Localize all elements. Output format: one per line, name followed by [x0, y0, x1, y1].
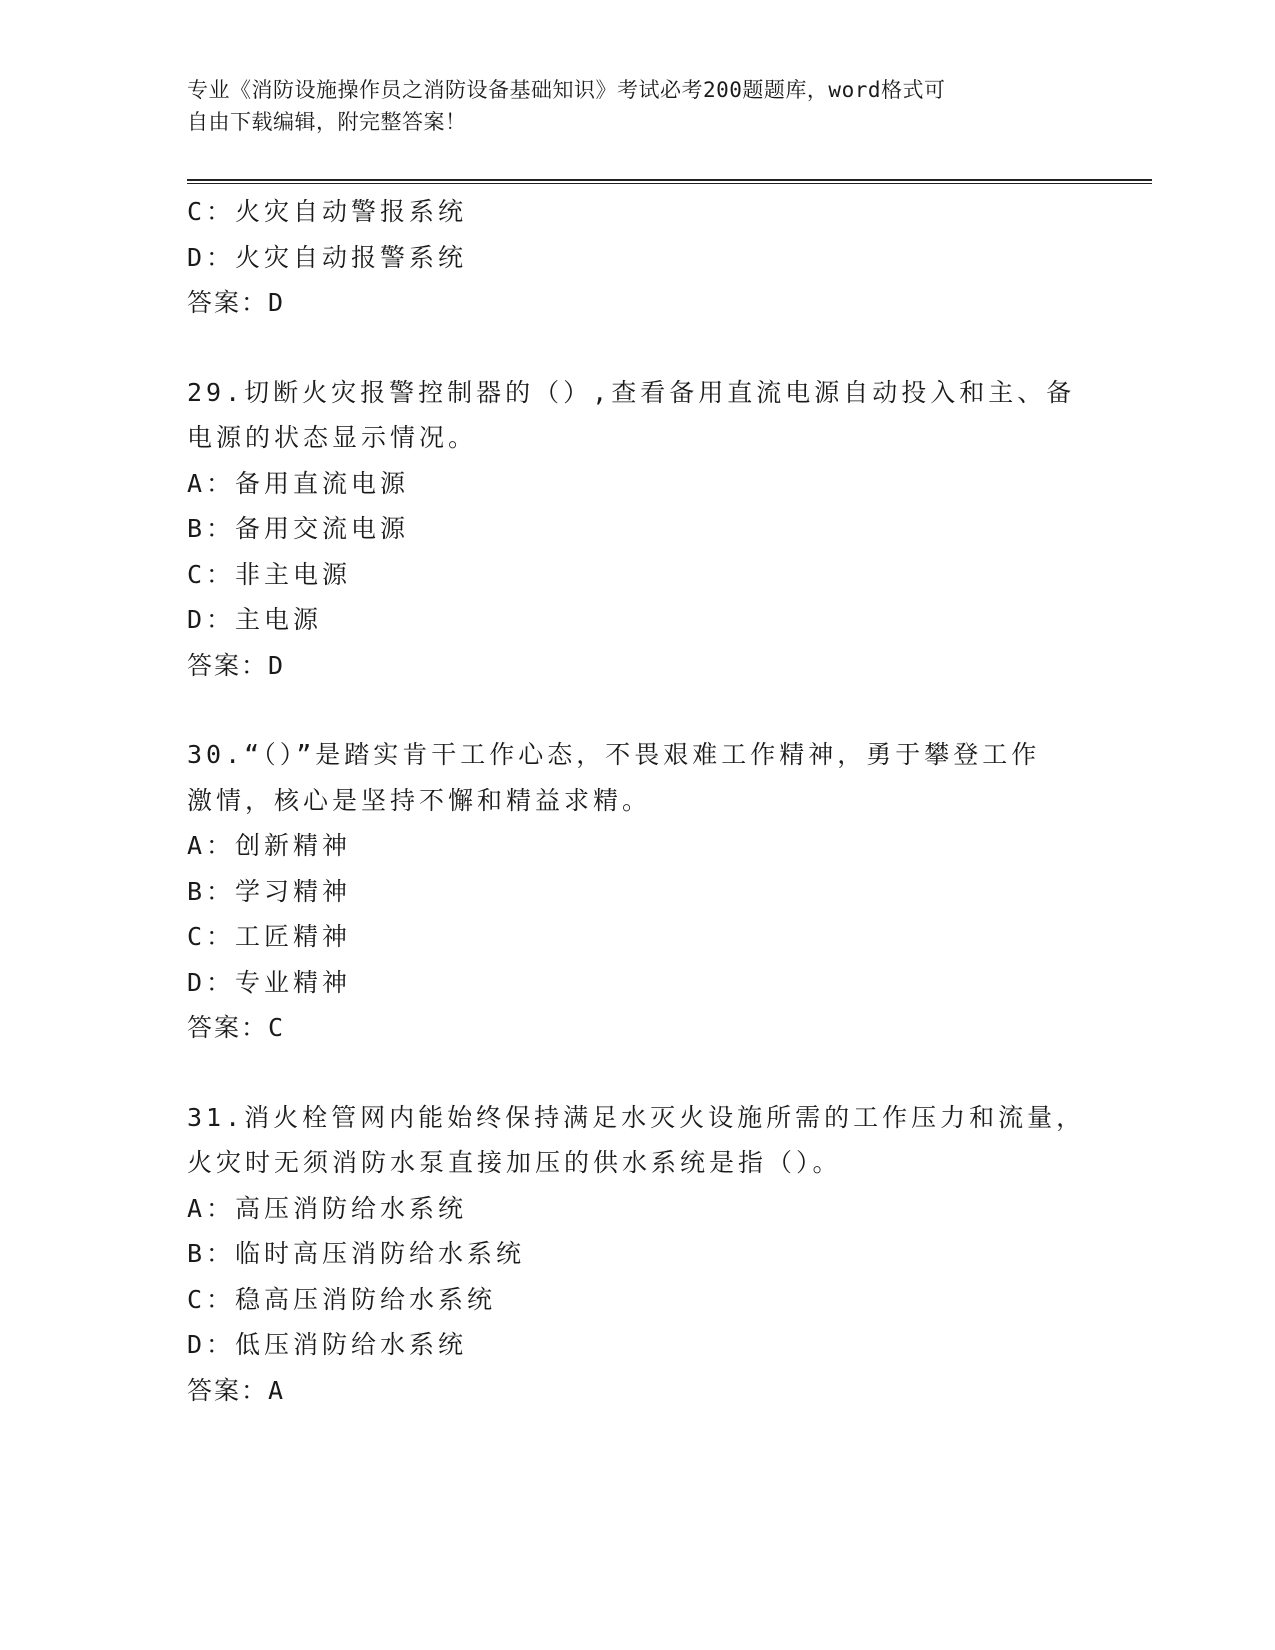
option-b: B：临时高压消防给水系统: [187, 1239, 526, 1268]
question-stem-line: 29.切断火灾报警控制器的（）,查看备用直流电源自动投入和主、备: [187, 377, 1076, 407]
question-stem-line: 30.“（）”是踏实肯干工作心态，不畏艰难工作精神，勇于攀登工作: [187, 740, 1041, 769]
option-a: A：备用直流电源: [187, 468, 410, 498]
question-30: [187, 732, 1087, 1051]
option-c: C：火灾自动警报系统: [187, 197, 468, 226]
header-line-1: 专业《消防设施操作员之消防设备基础知识》考试必考200题题库，word格式可: [187, 78, 946, 102]
header-line-2: 自由下载编辑，附完整答案！: [187, 110, 467, 134]
answer-line: 答案：D: [187, 650, 286, 680]
option-d: D：火灾自动报警系统: [187, 242, 468, 272]
option-a: A：创新精神: [187, 831, 352, 860]
question-stem-line: 激情，核心是坚持不懈和精益求精。: [187, 785, 652, 815]
answer-line: 答案：C: [187, 1013, 286, 1042]
document-header: [187, 74, 1067, 138]
option-c: C：非主电源: [187, 559, 352, 589]
question-stem-line: 31.消火栓管网内能始终保持满足水灭火设施所需的工作压力和流量，: [187, 1102, 1086, 1132]
question-stem-line: 电源的状态显示情况。: [187, 423, 478, 452]
option-c: C：工匠精神: [187, 922, 352, 951]
option-a: A：高压消防给水系统: [187, 1193, 468, 1223]
header-divider: [187, 179, 1152, 184]
question-stem-line: 火灾时无须消防水泵直接加压的供水系统是指（）。: [187, 1148, 842, 1177]
answer-line: 答案：D: [187, 288, 286, 317]
question-29: [187, 370, 1087, 689]
option-d: D：主电源: [187, 605, 323, 634]
option-b: B：学习精神: [187, 876, 352, 906]
option-d: D：低压消防给水系统: [187, 1330, 468, 1359]
option-c: C：稳高压消防给水系统: [187, 1284, 497, 1314]
question-list: [187, 189, 1087, 1413]
answer-line: 答案：A: [187, 1375, 286, 1405]
question-31: [187, 1095, 1087, 1414]
option-b: B：备用交流电源: [187, 514, 410, 543]
option-d: D：专业精神: [187, 967, 352, 997]
question-28-tail: [187, 189, 1087, 326]
